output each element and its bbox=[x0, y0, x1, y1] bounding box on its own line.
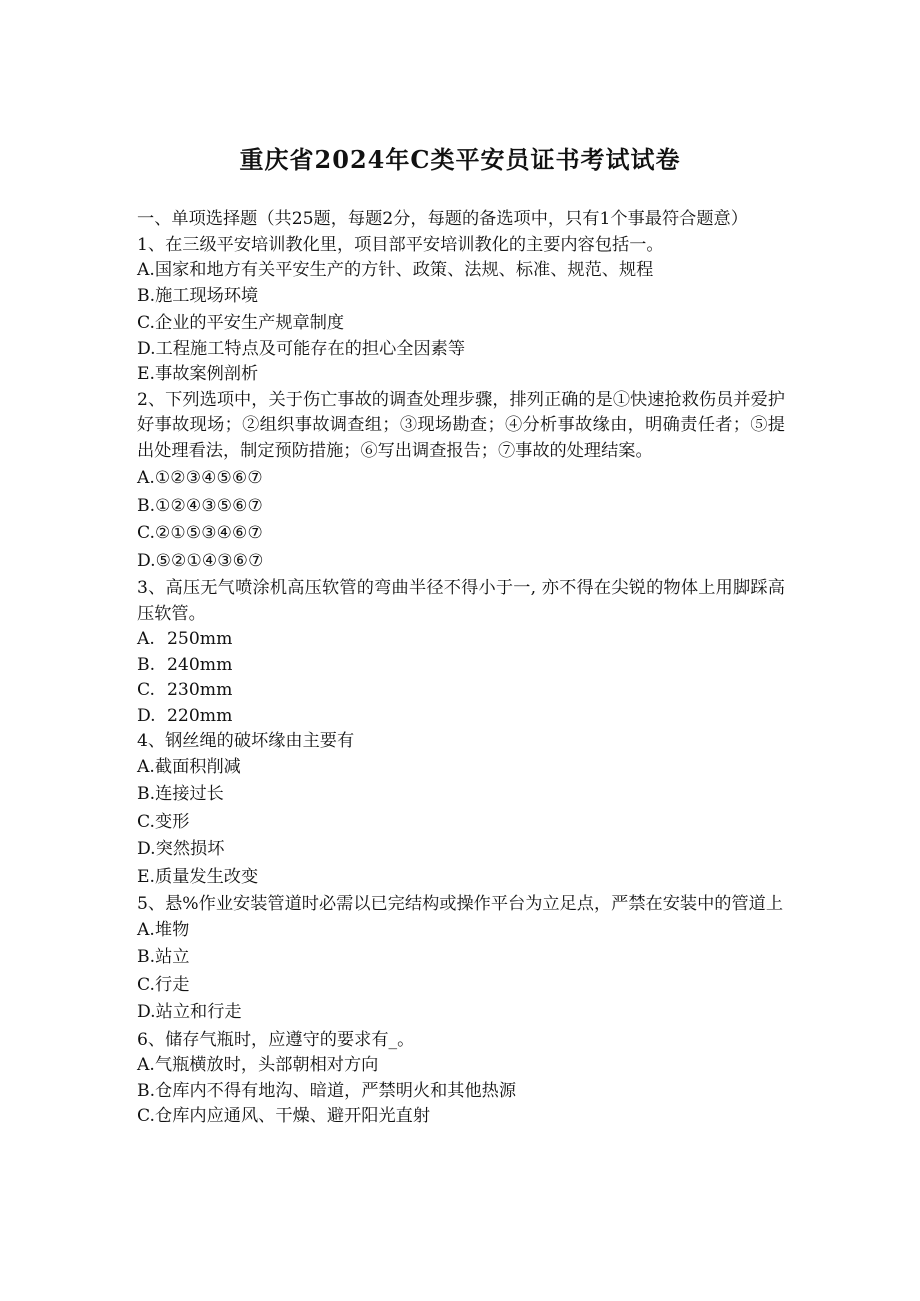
question-1-stem: 1、在三级平安培训教化里，项目部平安培训教化的主要内容包括一。 bbox=[137, 234, 664, 255]
question-6-option-a: A.气瓶横放时，头部朝相对方向 bbox=[137, 1055, 379, 1075]
question-3-option-a bbox=[137, 627, 785, 653]
document-title: 重庆省2024年C类平安员证书考试试卷 bbox=[239, 145, 681, 174]
option-value: 220mm bbox=[167, 705, 233, 726]
question-5-option-c: C.行走 bbox=[137, 974, 190, 995]
document-body bbox=[137, 207, 785, 1130]
section-heading: 一、单项选择题（共25题，每题2分，每题的备选项中，只有1个事最符合题意） bbox=[137, 209, 748, 229]
question-5-stem: 5、悬%作业安装管道时必需以已完结构或操作平台为立足点，严禁在安装中的管道上 bbox=[137, 894, 784, 914]
question-4-option-c: C.变形 bbox=[137, 811, 190, 832]
question-2-option-c: C.②①⑤③④⑥⑦ bbox=[137, 523, 263, 543]
question-5-option-d: D.站立和行走 bbox=[137, 1002, 242, 1022]
option-letter: C. bbox=[137, 680, 156, 700]
question-3-stem: 3、高压无气喷涂机高压软管的弯曲半径不得小于一, 亦不得在尖锐的物体上用脚踩高压软管。 bbox=[137, 578, 785, 624]
question-6-stem: 6、储存气瓶时，应遵守的要求有_。 bbox=[137, 1029, 415, 1050]
question-1-option-c: C.企业的平安生产规章制度 bbox=[137, 313, 345, 333]
option-letter: B. bbox=[137, 654, 156, 675]
question-3-option-c bbox=[137, 678, 785, 704]
question-1-option-d: D.工程施工特点及可能存在的担心全因素等 bbox=[137, 338, 466, 359]
question-2-option-d: D.⑤②①④③⑥⑦ bbox=[137, 550, 264, 571]
option-value: 230mm bbox=[167, 680, 233, 700]
option-value: 240mm bbox=[167, 654, 233, 675]
question-1-option-a: A.国家和地方有关平安生产的方针、政策、法规、标准、规范、规程 bbox=[137, 260, 654, 280]
question-2-option-a: A.①②③④⑤⑥⑦ bbox=[137, 468, 263, 488]
question-5-option-b: B.站立 bbox=[137, 947, 190, 967]
question-4-stem: 4、钢丝绳的破坏缘由主要有 bbox=[137, 731, 355, 751]
question-3-option-d bbox=[137, 704, 785, 730]
option-value: 250mm bbox=[167, 629, 233, 649]
question-4-option-e: E.质量发生改变 bbox=[137, 866, 259, 887]
option-letter: A. bbox=[137, 629, 155, 649]
question-2-stem: 2、下列选项中，关于伤亡事故的调查处理步骤，排列正确的是①快速抢救伤员并爱护好事故现场；②组织事故调查组；③现场勘查；④分析事故缘由，明确责任者；⑤提出处理看法，制定预防措施；⑥写出调查报告；⑦事故的处理结案。 bbox=[137, 389, 785, 461]
question-4-option-b: B.连接过长 bbox=[137, 784, 224, 804]
question-6-option-b: B.仓库内不得有地沟、暗道，严禁明火和其他热源 bbox=[137, 1080, 517, 1101]
question-5-option-a: A.堆物 bbox=[137, 919, 190, 940]
question-4-option-a: A.截面积削减 bbox=[137, 756, 241, 777]
question-1-option-b: B.施工现场环境 bbox=[137, 285, 259, 306]
question-2-option-b: B.①②④③⑤⑥⑦ bbox=[137, 495, 263, 516]
question-1-option-e: E.事故案例剖析 bbox=[137, 364, 259, 384]
question-6-option-c: C.仓库内应通风、干燥、避开阳光直射 bbox=[137, 1106, 431, 1126]
option-letter: D. bbox=[137, 705, 156, 726]
question-4-option-d: D.突然损坏 bbox=[137, 839, 225, 859]
question-3-option-b bbox=[137, 653, 785, 679]
